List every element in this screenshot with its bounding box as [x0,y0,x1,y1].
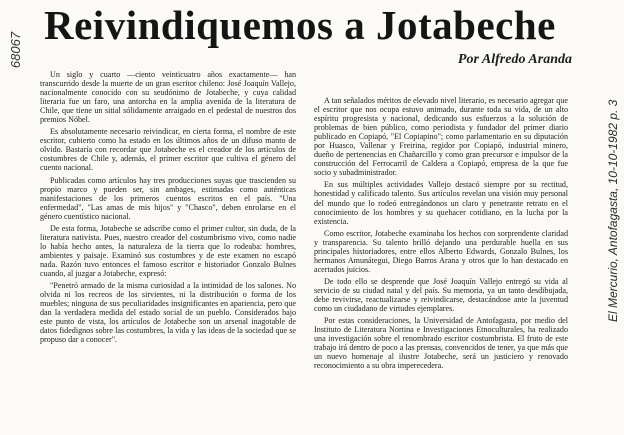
article-byline: Por Alfredo Aranda [457,52,572,67]
handwritten-source-note: El Mercurio, Antofagasta, 10-10-1982 p. 3 [606,99,620,322]
paragraph: En sus múltiples actividades Vallejo destacó siempre por su rectitud, honestidad y calificado talento. Sus artículos revelan una visión muy personal del mundo que lo rodeó entregándonos un claro y penetrante retrato en el conocimiento de los hombres y su quehacer cotidiano, en la lucha por la existencia. [314,180,568,226]
article-column-left [40,70,296,432]
paragraph: Publicadas como artículos hay tres producciones suyas que trascienden su propio marco y pueden ser, sin ambages, estimadas como auténticas manifestaciones de los primeros cuentos escritos en el país. "Una enfermedad", "Las amas de mis hijos" y "Chasco", deben enrolarse en el género cuentístico nacional. [40,175,296,221]
paragraph: "Penetró armado de la misma curiosidad a la intimidad de los salones. No olvida ni los recreos de los sirvientes, ni la distribución o forma de los muebles; ninguna de sus peculiaridades insignificantes en apariencia, pero que dan la verdadera medida del estado social de un pueblo. Considerados bajo este punto de vista, los artículos de Jotabeche son un arsenal inagotable de datos fidedignos sobre las costumbres, la vida y las ideas de la sociedad que se propuso dar a conocer". [40,281,296,345]
paragraph: Como escritor, Jotabeche examinaba los hechos con sorprendente claridad y transparencia. Su talento brilló dejando una perdurable huella en sus principales historiadores, entre ellos Alberto Edwards, Gonzalo Bulnes, los hermanos Amunátegui, Diego Barros Arana y otros que lo han destacado en acertados juicios. [314,228,568,274]
handwritten-archive-number: 68067 [7,31,23,69]
article-headline: Reivindiquemos a Jotabeche [44,2,556,48]
paragraph: Un siglo y cuarto —ciento veinticuatro años exactamente— han transcurrido desde la muerte de un gran escritor chileno: José Joaquín Vallejo, nacionalmente conocido con su seudónimo de Jotabeche, y cuya calidad literaria fue un faro, una antorcha en la amplia avenida de la literatura de Chile, que tiene un sitial sólidamente arraigado en el pedestal de nuestros dos premios Nóbel. [40,70,296,125]
paragraph: Por estas consideraciones, la Universidad de Antofagasta, por medio del Instituto de Literatura Nortina e Investigaciones Etnoculturales, ha realizado una investigación sobre el renombrado escritor costumbrista. El fruto de este trabajo irá dentro de poco a las prensas, convencidos de tener, ya que más que un nuevo homenaje al ilustre Jotabeche, será un justiciero y renovado reconocimiento a su obra imperecedera. [314,316,568,371]
paragraph: De esta forma, Jotabeche se adscribe como el primer cultor, sin duda, de la literatura nativista. Pues, nuestro creador del costumbrismo vivo, como nadie lo había hecho antes, la naturaleza de la tierra que lo rodeaba: hombres, ambientes y paisaje. Examinó sus costumbres y de este examen no escapó nada. Razón tuvo entonces el famoso escritor e historiador Gonzalo Bulnes cuando, al juzgar a Jotabeche, expresó: [40,223,296,278]
paragraph: Es absolutamente necesario reivindicar, en cierta forma, el nombre de este escritor, cubierto como ha estado en los últimos años de un difuso manto de olvido. Bastaría con recordar que Jotabeche es el creador de los artículos de costumbres de Chile y, además, el primer escritor que cultiva el género del cuento nacional. [40,127,296,173]
paragraph: De todo ello se desprende que José Joaquín Vallejo entregó su vida al servicio de su ciudad natal y del país. Su memoria, ya un tanto desdibujada, debe revivirse, reactualizarse y reivindicarse, destacándose ante la juventud como un ciudadano de virtudes ejemplares. [314,276,568,314]
article-column-right [314,70,568,432]
paragraph: A tan señalados méritos de elevado nivel literario, es necesario agregar que el escritor que nos ocupa estuvo animado, durante toda su vida, de un alto espíritu progresista y nacional, dedicando sus esfuerzos a la solución de problemas de bien público, como periodista y fundador del primer diario publicado en Copiapó, "El Copiapino"; como parlamentario en su diputación por Huasco, Vallenar y Freirina, regidor por Copiapó, industrial minero, dueño de pertenencias en Chañarcillo y como gran precursor e impulsor de la construcción del Ferrocarril de Caldera a Copiapó, empresa de la que fue socio y subadministrador. [314,96,568,178]
